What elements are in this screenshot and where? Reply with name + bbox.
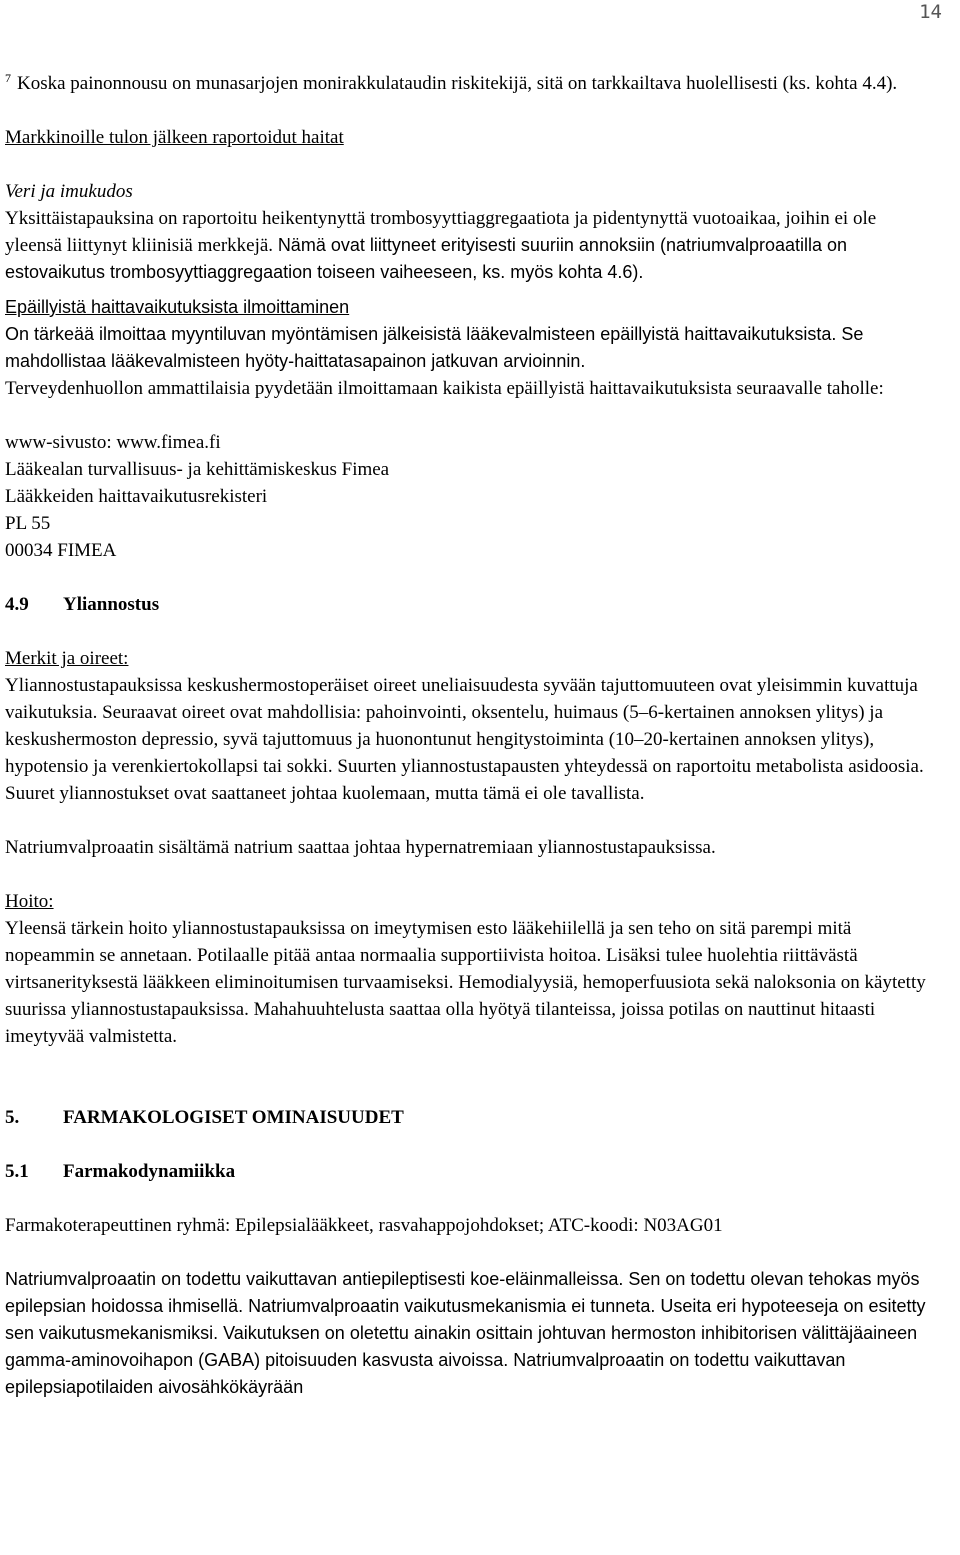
postmarketing-text-part1: Yksittäistapauksina on raportoitu heikentynyttä trombosyyttiaggregaatiota ja pidentynyttä vuotoaikaa, joihin ei ole yleensä liittynyt kliinisiä merkkejä. — [5, 208, 877, 256]
address-line-3: Lääkkeiden haittavaikutusrekisteri — [5, 486, 268, 507]
section51-title: Farmakodynamiikka — [63, 1161, 236, 1182]
spacer — [5, 618, 935, 645]
address-line-2: Lääkealan turvallisuus- ja kehittämiskeskus Fimea — [5, 459, 390, 480]
reporting-section — [5, 294, 935, 375]
page-number: 14 — [919, 1, 942, 23]
footnote-text: Koska painonnousu on munasarjojen monirakkulataudin riskitekijä, sitä on tarkkailtava huolellisesti (ks. kohta 4.4). — [17, 73, 898, 94]
spacer — [5, 286, 935, 294]
spacer — [5, 1050, 935, 1077]
footnote — [5, 70, 935, 97]
symptoms-label: Merkit ja oireet: — [5, 648, 129, 669]
postmarketing-text — [5, 205, 935, 286]
overdose-heading — [5, 591, 935, 618]
section5-number: 5. — [5, 1107, 20, 1128]
document-body — [5, 70, 935, 1401]
spacer — [5, 564, 935, 591]
section5-title: FARMAKOLOGISET OMINAISUUDET — [63, 1107, 404, 1128]
sodium-text: Natriumvalproaatin sisältämä natrium saattaa johtaa hypernatremiaan yliannostustapauksissa. — [5, 837, 716, 858]
address-line-1: www-sivusto: www.fimea.fi — [5, 432, 221, 453]
postmarketing-category: Veri ja imukudos — [5, 181, 133, 202]
treatment-text: Yleensä tärkein hoito yliannostustapauksissa on imeytymisen esto lääkehiilellä ja sen teho on sitä parempi mitä nopeammin se annetaan. Potilaalle pitää antaa normaalia supportiivista hoitoa. Lisäksi tulee huolehtia riittävästä virtsanerityksestä lääkkeen eliminoitumisen turvaamiseksi. Hemodialyysiä, hemoperfuusiota sekä naloksonia on käytetty suurissa yliannostustapauksissa. Mahahuuhtelusta saattaa olla hyötyä tilanteissa, joissa potilas on nauttinut hitaasti imeytyvää valmistetta. — [5, 918, 926, 1047]
treatment-label: Hoito: — [5, 891, 54, 912]
section51-number: 5.1 — [5, 1161, 29, 1182]
postmarketing-text-part2: Nämä ovat liittyneet erityisesti suuriin annoksiin (natriumvalproaatilla on estovaikutus trombosyyttiaggregaation toiseen vaiheeseen, ks. myös kohta 4.6). — [5, 235, 848, 282]
section5-heading — [5, 1104, 935, 1131]
section51-heading — [5, 1158, 935, 1185]
spacer — [5, 861, 935, 888]
symptoms-text: Yliannostustapauksissa keskushermostoperäiset oireet uneliaisuudesta syvään tajuttomuuteen ovat yleisimmin kuvattuja vaikutuksia. Seuraavat oireet ovat mahdollisia: pahoinvointi, oksentelu, huimaus (5–6-kertainen annoksen ylitys) ja keskushermoston depressio, syvä tajuttomuus ja huonontunut hengitystoiminta (10–20-kertainen annoksen ylitys), hypotensio ja verenkiertokollapsi tai sokki. Suurten yliannostustapausten yhteydessä on raportoitu metabolista asidoosia. Suuret yliannostukset ovat saattaneet johtaa kuolemaan, mutta tämä ei ole tavallista. — [5, 675, 924, 804]
pharmacodynamics-text: Natriumvalproaatin on todettu vaikuttavan antiepileptisesti koe-eläinmalleissa. Sen on todettu olevan tehokas myös epilepsian hoidossa ihmisellä. Natriumvalproaatin vaikutusmekanismia ei tunneta. Useita eri hypoteeseja on esitetty sen vaikutusmekanismiksi. Vaikutuksen on oletettu ainakin osittain johtuvan hermoston inhibitorisen välittäjäaineen gamma-aminovoihapon (GABA) pitoisuuden kasvusta aivoissa. Natriumvalproaatin on todettu vaikuttavan epilepsiapotilaiden aivosähkökäyrään — [5, 1269, 926, 1397]
spacer — [5, 1239, 935, 1266]
spacer — [5, 97, 935, 124]
overdose-number: 4.9 — [5, 594, 29, 615]
spacer — [5, 1077, 935, 1104]
spacer — [5, 1131, 935, 1158]
spacer — [5, 151, 935, 178]
spacer — [5, 807, 935, 834]
reporting-text: On tärkeää ilmoittaa myyntiluvan myöntämisen jälkeisistä lääkevalmisteen epäillyistä haittavaikutuksista. Se mahdollistaa lääkevalmisteen hyöty-haittatasapainon jatkuvan arvioinnin. — [5, 324, 864, 371]
reporting-text-2: Terveydenhuollon ammattilaisia pyydetään ilmoittamaan kaikista epäillyistä haittavaikutuksista seuraavalle taholle: — [5, 378, 884, 399]
reporting-title: Epäillyistä haittavaikutuksista ilmoittaminen — [5, 297, 350, 317]
spacer — [5, 1185, 935, 1212]
spacer — [5, 402, 935, 429]
overdose-title: Yliannostus — [63, 594, 160, 615]
postmarketing-title: Markkinoille tulon jälkeen raportoidut haitat — [5, 127, 344, 148]
footnote-marker: 7 — [5, 70, 11, 85]
address-line-5: 00034 FIMEA — [5, 540, 117, 561]
address-line-4: PL 55 — [5, 513, 51, 534]
pharmacotherapeutic-group: Farmakoterapeuttinen ryhmä: Epilepsialääkkeet, rasvahappojohdokset; ATC-koodi: N03AG01 — [5, 1215, 723, 1236]
